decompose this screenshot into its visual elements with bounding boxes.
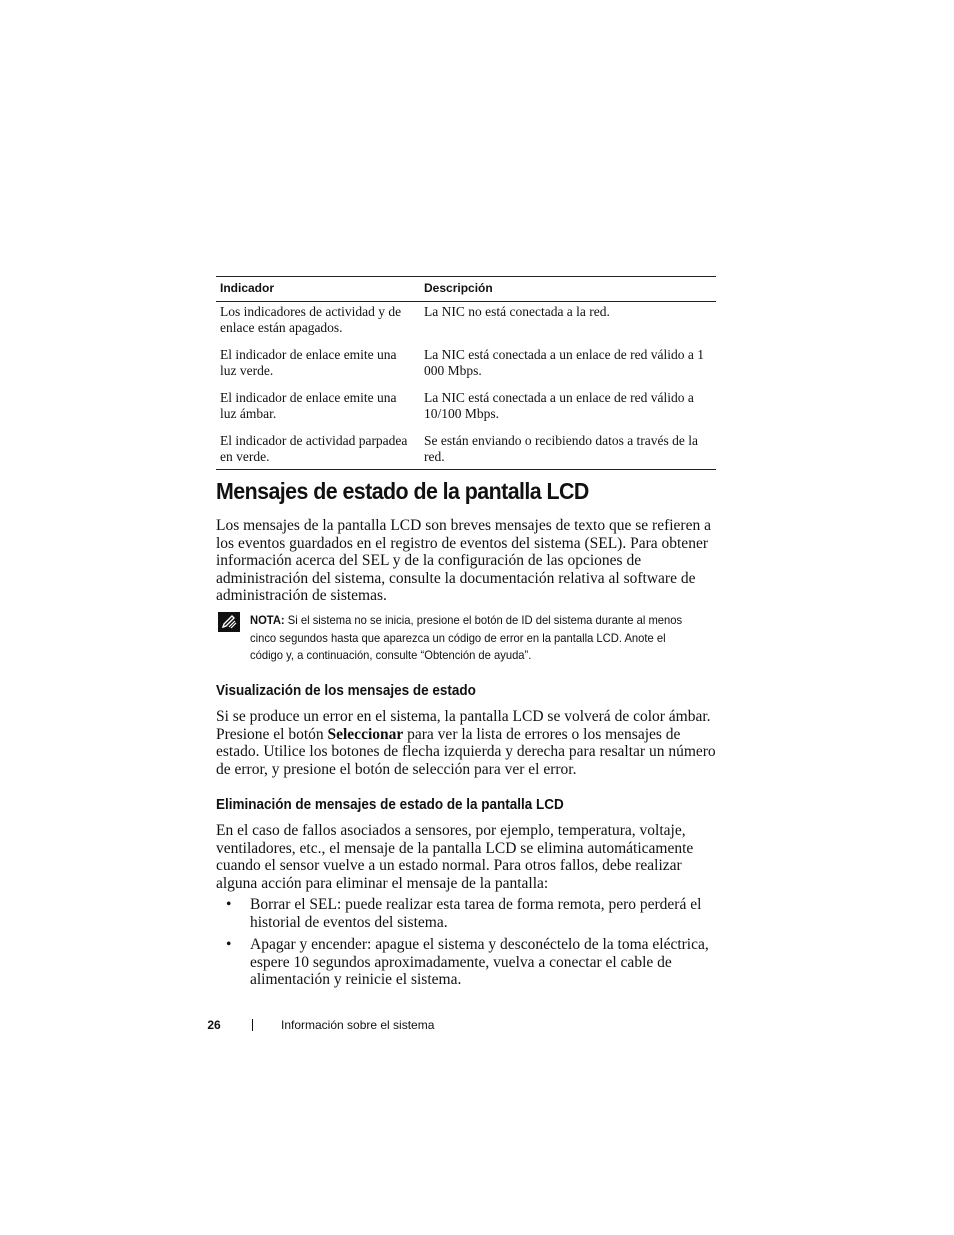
table-header-row xyxy=(216,277,716,302)
select-button-label: Seleccionar xyxy=(327,725,404,743)
clear-actions-list xyxy=(216,896,716,994)
subsection-title-clear: Eliminación de mensajes de estado de la pantalla LCD xyxy=(216,797,564,813)
table-cell-description: La NIC está conectada a un enlace de red válido a 1 000 Mbps. xyxy=(424,347,704,378)
table-cell-description: Se están enviando o recibiendo datos a través de la red. xyxy=(420,431,716,470)
view-text-after: para ver la lista de errores o los mensajes de estado. Utilice los botones de flecha izquierda y derecha para resaltar un número de error, y presione el botón de selección para ver el error. xyxy=(216,725,716,778)
note-body: Si el sistema no se inicia, presione el botón de ID del sistema durante al menos cinco segundos hasta que aparezca un código de error en la pantalla LCD. Anote el código y, a continuación, consulte “Obtención de ayuda”. xyxy=(250,613,683,662)
note-text xyxy=(250,612,697,665)
view-paragraph xyxy=(216,708,716,778)
table-cell-description: La NIC está conectada a un enlace de red válido a 10/100 Mbps. xyxy=(424,390,694,421)
subsection-title-view: Visualización de los mensajes de estado xyxy=(216,683,476,699)
table-cell-indicator: El indicador de actividad parpadea en verde. xyxy=(216,431,420,470)
section-title: Mensajes de estado de la pantalla LCD xyxy=(216,478,589,504)
table-header-indicador: Indicador xyxy=(216,277,420,302)
table-row xyxy=(216,388,716,431)
page-number: 26 xyxy=(207,1018,221,1032)
nic-indicator-table xyxy=(216,276,716,470)
table-header-descripcion: Descripción xyxy=(420,277,716,302)
list-item xyxy=(216,936,716,989)
view-text-before: Si se produce un error en el sistema, la pantalla LCD se volverá de color ámbar. Presione el botón xyxy=(216,708,711,743)
footer-chapter-title: Información sobre el sistema xyxy=(281,1018,435,1032)
page-footer xyxy=(206,1016,434,1034)
list-item-text: Apagar y encender: apague el sistema y desconéctelo de la toma eléctrica, espere 10 segundos aproximadamente, vuelva a conectar el cable de alimentación y reinicie el sistema. xyxy=(250,936,709,989)
pencil-note-icon xyxy=(218,612,240,632)
list-item-text: Borrar el SEL: puede realizar esta tarea de forma remota, pero perderá el historial de eventos del sistema. xyxy=(250,896,702,931)
table-row xyxy=(216,345,716,388)
table-row xyxy=(216,302,716,346)
table-cell-description: La NIC no está conectada a la red. xyxy=(424,304,610,319)
table-cell-indicator: Los indicadores de actividad y de enlace están apagados. xyxy=(220,304,402,335)
note-label: NOTA: xyxy=(250,613,285,627)
bullet-icon: • xyxy=(226,936,232,954)
table-row xyxy=(216,431,716,470)
clear-paragraph: En el caso de fallos asociados a sensores, por ejemplo, temperatura, voltaje, ventiladores, etc., el mensaje de la pantalla LCD se elimina automáticamente cuando el sensor vuelve a un estado normal. Para otros fallos, debe realizar alguna acción para eliminar el mensaje de la pantalla: xyxy=(216,822,694,892)
table-cell-indicator: El indicador de enlace emite una luz verde. xyxy=(220,347,397,378)
bullet-icon: • xyxy=(226,896,232,913)
intro-paragraph: Los mensajes de la pantalla LCD son breves mensajes de texto que se refieren a los eventos guardados en el registro de eventos del sistema (SEL). Para obtener información acerca del SEL y de la configuración de las opciones de administración del sistema, consulte la documentación relativa al software de administración de sistemas. xyxy=(216,517,711,605)
footer-divider xyxy=(252,1019,253,1031)
table-cell-indicator: El indicador de enlace emite una luz ámbar. xyxy=(220,390,397,421)
list-item xyxy=(216,896,716,931)
